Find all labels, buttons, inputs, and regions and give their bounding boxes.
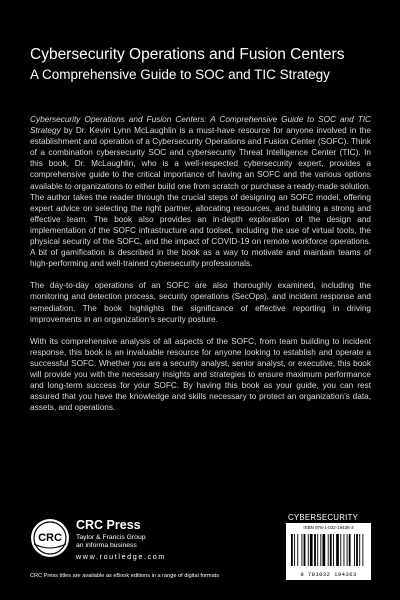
barcode-digits: 9 781032 194363 bbox=[300, 571, 357, 578]
book-description bbox=[30, 114, 371, 424]
isbn-barcode bbox=[286, 523, 371, 580]
description-paragraph-2: The day-to-day operations of an SOFC are also thoroughly examined, including the monitoring and detection process, security operations (SecOps), and incident response and remediation. The book highlights the significance of effective reporting in driving improvements in an organization’s security posture. bbox=[30, 281, 371, 324]
isbn-label: ISBN 978-1-032-19436-3 bbox=[303, 525, 354, 530]
book-title: Cybersecurity Operations and Fusion Centers bbox=[30, 46, 345, 63]
barcode-bars-icon bbox=[291, 534, 366, 566]
description-paragraph-1-text: by Dr. Kevin Lynn McLaughlin is a must-have resource for anyone involved in the establishment and operation of a Cybersecurity Operations and Fusion Center (SOFC). Think of a combination cybersecurity SOC and cybersecurity Threat Intelligence Center (TIC). In this book, Dr. McLaughlin, who is a well-respected cybersecurity expert, provides a comprehensive guide to the critical importance of having an SOFC and the various options available to organizations to either build one from scratch or purchase a ready-made solution. The author takes the reader through the crucial steps of designing an SOFC model, offering expert advice on selecting the right partner, allocating resources, and building a strong and effective team. The book also provides an in-depth exploration of the design and implementation of the SOFC infrastructure and toolset, including the use of virtual tools, the physical security of the SOFC, and the impact of COVID-19 on remote workforce operations. A bit of gamification is described in the book as a way to motivate and maintain teams of high-performing and well-trained cybersecurity professionals. bbox=[30, 126, 371, 269]
description-book-title-italic: Cybersecurity Operations and Fusion Centers: A Comprehensive Guide to SOC and TIC Strategy bbox=[30, 115, 371, 136]
crc-logo-text: CRC bbox=[38, 532, 62, 544]
publisher-name: CRC Press bbox=[76, 518, 141, 532]
book-subtitle: A Comprehensive Guide to SOC and TIC Strategy bbox=[30, 67, 330, 82]
publisher-group: Taylor & Francis Group bbox=[76, 534, 146, 541]
book-category: CYBERSECURITY bbox=[288, 513, 359, 522]
ebook-availability-note: CRC Press titles are available as eBook editions in a range of digital formats bbox=[30, 573, 220, 579]
publisher-url[interactable]: www.routledge.com bbox=[76, 552, 166, 561]
crc-press-logo-icon bbox=[30, 518, 70, 558]
description-paragraph-3: With its comprehensive analysis of all aspects of the SOFC, from team building to incident response, this book is an invaluable resource for anyone looking to establish and operate a successful SOFC. Whether you are a security analyst, senior analyst, or executive, this book will provide you with the necessary insights and strategies to ensure maximum performance and long-term success for your SOFC. By having this book as your guide, you can rest assured that you have the knowledge and skills necessary to protect an organization’s data, assets, and operations. bbox=[30, 336, 371, 413]
publisher-tagline: an informa business bbox=[76, 542, 137, 549]
description-paragraph-1 bbox=[30, 114, 371, 269]
